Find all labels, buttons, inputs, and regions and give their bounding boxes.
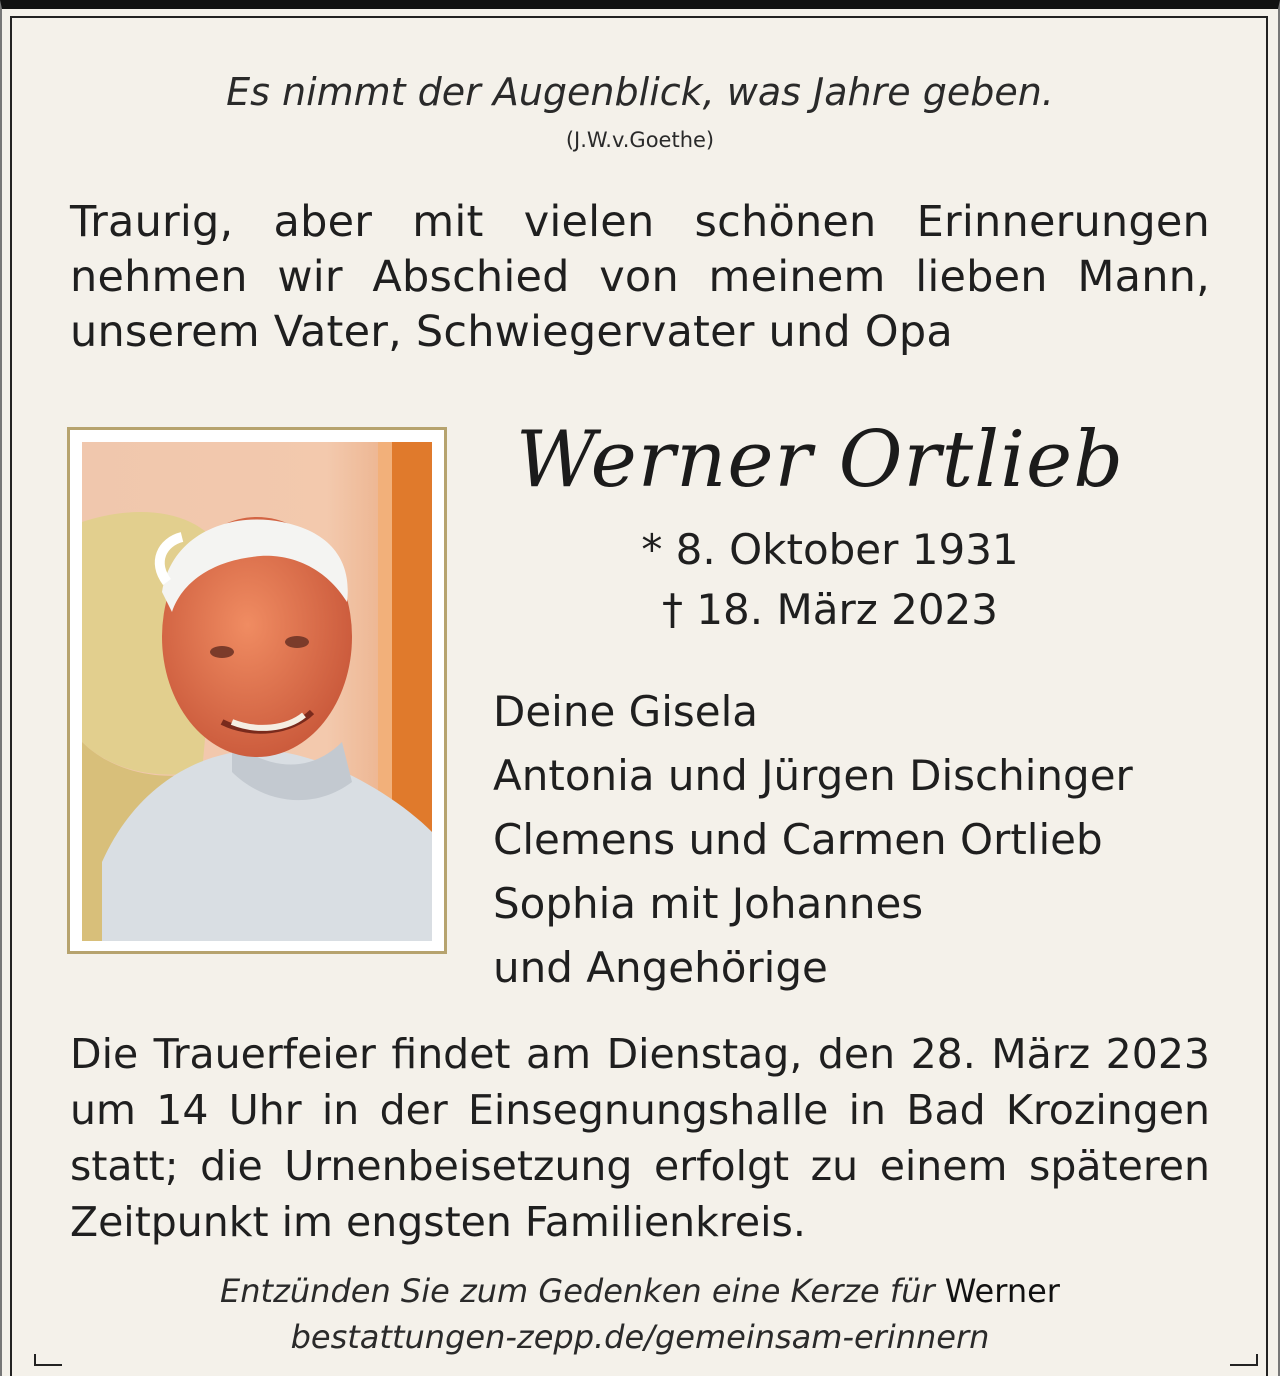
candle-name: Werner <box>944 1272 1060 1310</box>
candle-prefix: Entzünden Sie zum Gedenken eine Kerze für <box>220 1272 945 1310</box>
family-member: und Angehörige <box>493 943 828 992</box>
family-member: Clemens und Carmen Ortlieb <box>493 815 1103 864</box>
portrait-illustration <box>82 442 432 941</box>
motto-quote: Es nimmt der Augenblick, was Jahre geben. <box>226 70 1054 114</box>
portrait-photo <box>82 442 432 941</box>
ceremony-text: Die Trauerfeier findet am Dienstag, den 28. März 2023 um 14 Uhr in der Einsegnungshalle in Bad Krozingen statt; die Urnenbeisetzung erfolgt zu einem späteren Zeitpunkt im engsten Familienkreis. <box>70 1030 1210 1246</box>
family-member: Sophia mit Johannes <box>493 879 924 928</box>
intro-text: Traurig, aber mit vielen schönen Erinnerungen nehmen wir Abschied von meinem lieben Mann, unserem Vater, Schwiegervater und Opa <box>70 197 1210 357</box>
portrait-frame <box>67 427 447 954</box>
family-list <box>493 680 1233 1000</box>
family-member: Deine Gisela <box>493 687 759 736</box>
death-date: † 18. März 2023 <box>661 585 999 634</box>
deceased-name: Werner Ortlieb <box>515 415 1125 505</box>
candle-invitation <box>0 1272 1280 1310</box>
memorial-url[interactable]: bestattungen-zepp.de/gemeinsam-erinnern <box>290 1318 990 1356</box>
birth-date: * 8. Oktober 1931 <box>641 525 1019 574</box>
family-member: Antonia und Jürgen Dischinger <box>493 751 1133 800</box>
motto-source: (J.W.v.Goethe) <box>565 128 715 152</box>
